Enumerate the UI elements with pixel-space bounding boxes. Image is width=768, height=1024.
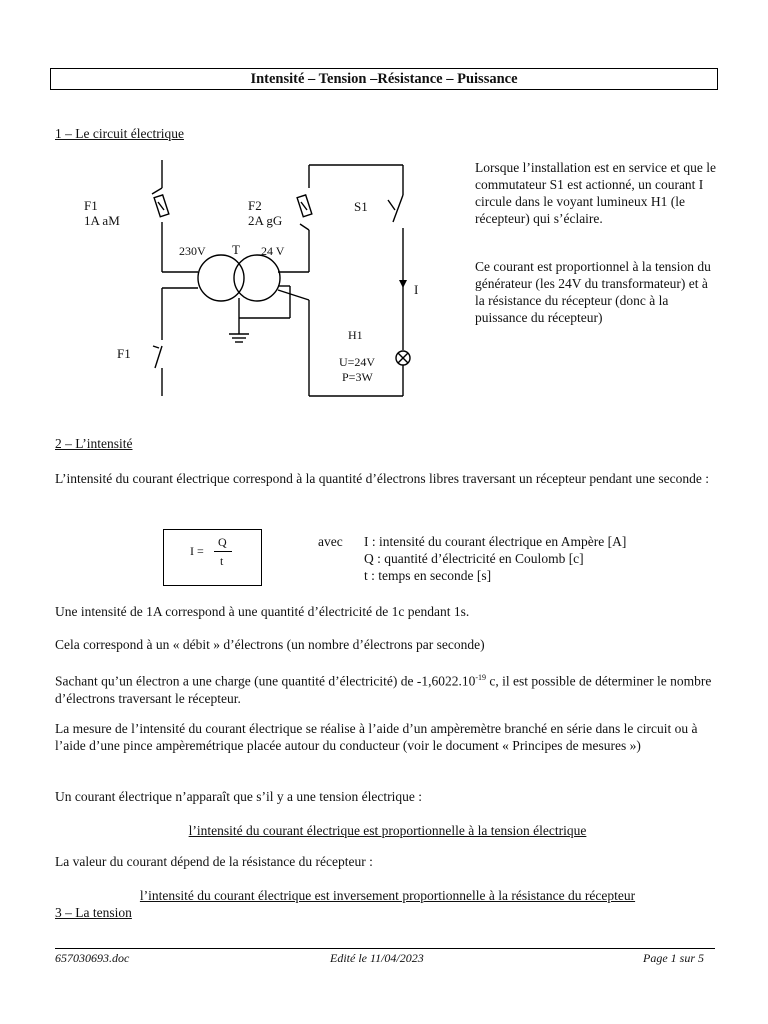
electron-charge-text-end: c, il est possible de déterminer le nombre d’électrons traversant le récepteur.: [55, 673, 712, 706]
paragraph-electron-charge: [55, 669, 720, 707]
circuit-proportionality: Ce courant est proportionnel à la tension du générateur (les 24V du transformateur) et à la résistance du récepteur (donc à la puissance du récepteur): [475, 259, 711, 325]
label-f1-top: F1: [84, 198, 98, 213]
rule-inversely-proportional: l’intensité du courant électrique est inversement proportionnelle à la résistance du récepteur: [139, 888, 636, 903]
formula-denominator: t: [220, 554, 224, 568]
formula-box: [163, 529, 262, 586]
paragraph-debit: Cela correspond à un « débit » d’électrons (un nombre d’électrons par seconde): [55, 637, 485, 652]
paragraph-resistance: La valeur du courant dépend de la résistance du récepteur :: [55, 854, 373, 869]
electron-charge-text: Sachant qu’un électron a une charge (une quantité d’électricité) de -1,6022.10: [55, 673, 476, 689]
intensity-definition: L’intensité du courant électrique correspond à la quantité d’électrons libres traversant un récepteur pendant une seconde :: [55, 471, 709, 486]
label-f2: F2: [248, 198, 262, 213]
definition-i: I : intensité du courant électrique en Ampère [A]: [364, 534, 627, 549]
label-s1: S1: [354, 199, 368, 214]
current-arrow: [399, 280, 407, 288]
switch-f1-bottom: [155, 346, 162, 368]
exponent: -19: [475, 673, 486, 682]
label-lamp-voltage: U=24V: [339, 355, 376, 369]
paragraph-measurement: La mesure de l’intensité du courant électrique se réalise à l’aide d’un ampèremètre branché en série dans le circuit ou à l’aide d’une pince ampèremétrique placée autour du conducteur (voir le document « Principes de mesures »): [55, 721, 698, 753]
section-2-heading: 2 – L’intensité: [55, 436, 133, 451]
label-lamp-power: P=3W: [342, 370, 373, 384]
footer-filename: 657030693.doc: [55, 951, 130, 965]
transformer-primary: [198, 255, 244, 301]
label-transformer: T: [232, 242, 240, 257]
label-h1: H1: [348, 328, 363, 342]
switch-tick: [153, 346, 159, 348]
section-3-heading: 3 – La tension: [55, 905, 132, 920]
fuse-terminal: [152, 188, 162, 194]
label-f1-rating: 1A aM: [84, 213, 120, 228]
footer-divider: [55, 948, 715, 949]
label-secondary-voltage: 24 V: [261, 244, 285, 258]
footer-page-number: Page 1 sur 5: [643, 951, 704, 965]
formula-numerator: Q: [218, 535, 227, 549]
paragraph-voltage-needed: Un courant électrique n’apparaît que s’il y a une tension électrique :: [55, 789, 422, 804]
fuse-stripe: [158, 202, 164, 210]
document-title-box: [50, 68, 718, 90]
definition-t: t : temps en seconde [s]: [364, 568, 492, 583]
label-f1-bottom: F1: [117, 346, 131, 361]
label-primary-voltage: 230V: [179, 244, 206, 258]
transformer-secondary: [234, 255, 280, 301]
circuit-diagram: [80, 150, 440, 410]
paragraph-1a: Une intensité de 1A correspond à une quantité d’électricité de 1c pendant 1s.: [55, 604, 470, 619]
section-1-heading: 1 – Le circuit électrique: [55, 126, 184, 141]
fraction-bar: [214, 551, 232, 552]
label-current-i: I: [414, 282, 419, 297]
definition-q: Q : quantité d’électricité en Coulomb [c]: [364, 551, 584, 566]
avec-label: avec: [318, 534, 343, 549]
formula-lhs: I =: [190, 544, 204, 558]
footer-edit-date: Edité le 11/04/2023: [330, 951, 424, 965]
rule-proportional: l’intensité du courant électrique est proportionnelle à la tension électrique: [188, 823, 587, 838]
document-title: Intensité – Tension –Résistance – Puissance: [250, 70, 518, 87]
circuit-description: Lorsque l’installation est en service et que le commutateur S1 est actionné, un courant I circule dans le voyant lumineux H1 (le récepteur) qui s’éclaire.: [475, 160, 717, 226]
label-f2-rating: 2A gG: [248, 213, 283, 228]
